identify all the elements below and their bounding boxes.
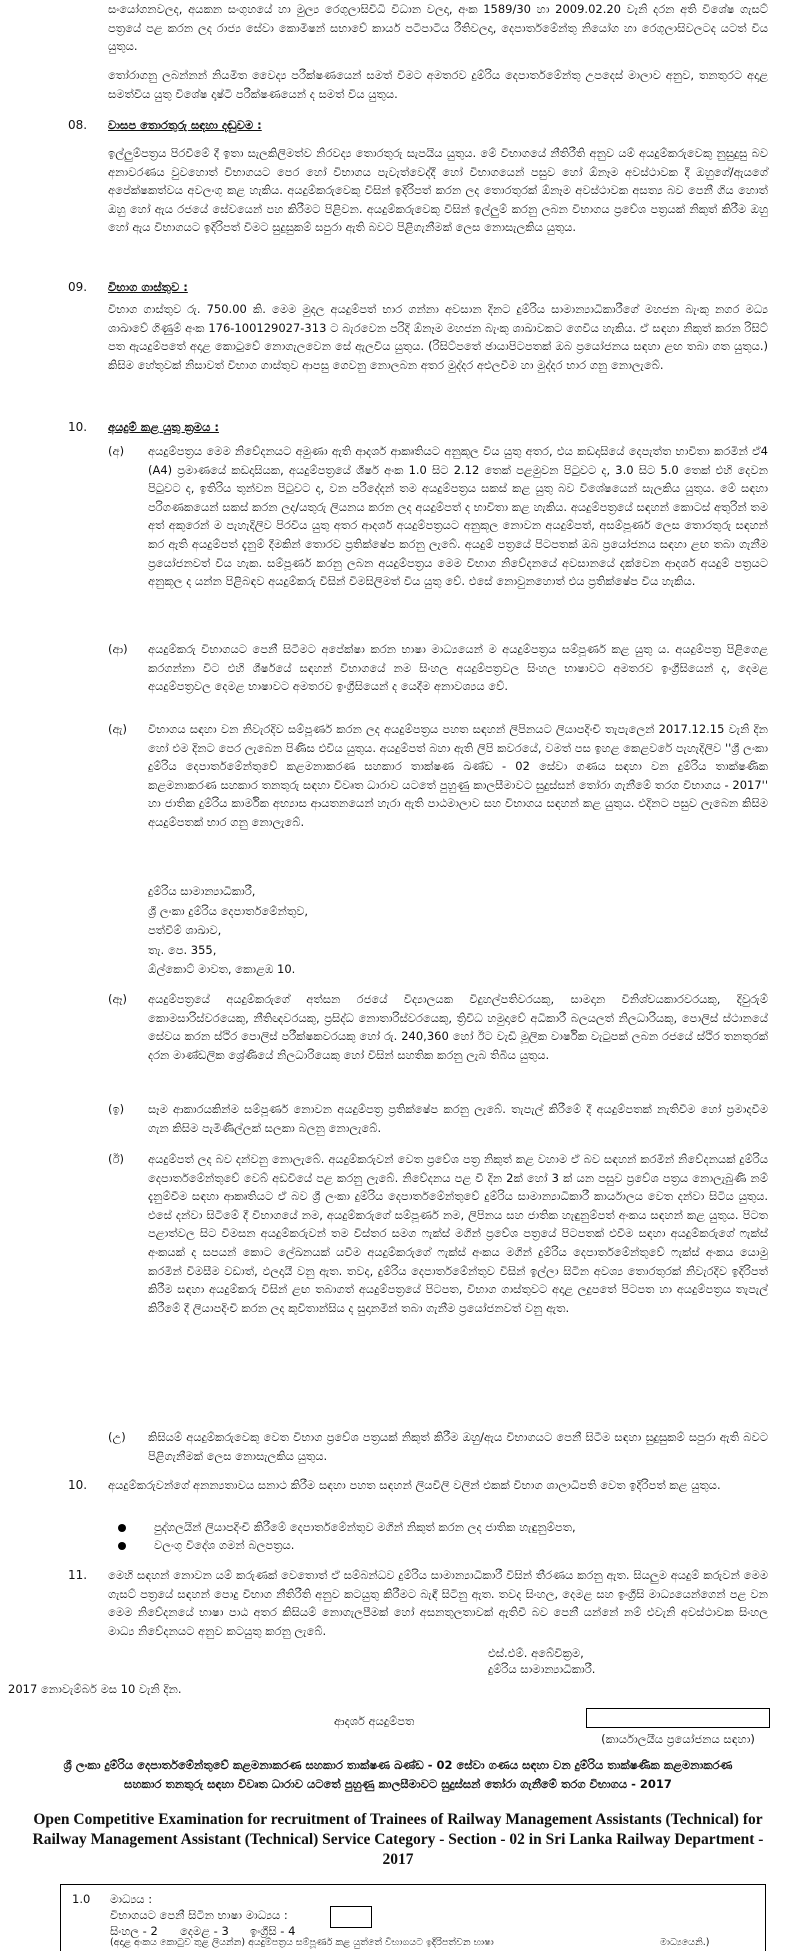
section-08-title: වාසප තොරතුරු සඳහා දඬුවම : — [108, 118, 262, 132]
english-exam-title: Open Competitive Examination for recruitment of Trainees of Railway Management Assistants (Technical) for Railway Management Assistant (Technical) Service Category - Section - 02 in Sri Lanka Railway Department - 2017 — [32, 1811, 764, 1868]
intro-paragraph-2: තෝරාගනු ලබන්නන් නියමිත වෛද්‍ය පරීක්ෂණයෙන් සමත් විමට අමතරව දුම්රිය දෙපාර්තමේන්තු උපදෙස් මාලාව අනුව, තනතුරට අදාළ සමත්විය යුතු විශේෂ දෘෂ්ටි පරීක්ෂණයෙන් ද සමත් විය යුතුය. — [108, 68, 768, 101]
identity-doc-bullet-1 — [118, 1518, 576, 1536]
section-10-aa-text: අයදුම්කරු විභාගයට පෙනී සිටීමට අපේක්ෂා කරන භාෂා මාධ්‍යයෙන් ම අයදුම්පත්‍රය සම්පූර්ණ කළ යුතු ය. අයදුම්පත්‍ර පිළිගෙළ කරගන්නා විට එහි ශීර්ෂයේ සඳහන් විභාගයේ නම සිංහල අයදුම්පත්‍රවල සිංහල භාෂාවට අමතරව ඉංග්‍රීසියෙන් ද, දෙමළ අයදුම්පත්‍රවල දෙමළ භාෂාවට අමතරව ඉංග්‍රීසියෙන් ද යෙදීම අනාවශ්‍යය වේ. — [148, 642, 768, 694]
section-09-title: විභාග ගාස්තුව : — [108, 280, 188, 294]
address-line: පත්වීම් ශාඛාව, — [148, 923, 222, 937]
section-10-a-label: (අ) — [108, 444, 125, 458]
section-10-u-label: (උ) — [108, 1430, 126, 1444]
intro-paragraph-1: සංයෝගනවලද, අයකන සංගුහයේ හා මුල්‍ය රෙගුලාසිවිධි විධාන වලදා, අංක 1589/30 හා 2009.02.20 වැනි දරන අති විශේෂ ගැසට් පත්‍රයේ පළ කරන ලද රාජ්‍ය සේවා කොමිෂන් සභාවේ කාර්ය පටිපාටිය රීතිවලදා, දෙපාර්තමේන්තු නියෝග හා රෙගුලාසිවලටද යටත් විය යුතුය. — [108, 2, 768, 54]
identity-doc-bullet-2 — [118, 1536, 294, 1554]
office-use-label: (කාර්යාලයීය ප්‍රයෝජනය සඳහා) — [601, 1732, 755, 1746]
section-10-ai-text: අයදුම්පත්‍රයේ අයදුම්කරුගේ අත්සන රජයේ විද්‍යාලයක විදුහල්පතිවරයකු, සාමදාන විනිශ්චයකාරවරයකු, දිවුරුම් කොමසාරිස්වරයෙකු, නීතිඥවරයකු, ප්‍රසිද්ධ නොතාරිස්වරයෙකු, ත්‍රිවිධ හමුදාවේ අධිකාරී බලයලත් නිලධාරියකු, පොලිස් ස්ථානයේ සේවය කරන ස්ථිර පොලිස් පරීක්ෂකවරයකු හෝ රු. 240,360 හෝ ඊට වැඩි මූලික වාර්ෂික වැටුපක් ලබන රජයේ ස්ථිර තනතුරක් දරන මාණ්ඩලික ශ්‍රේණියේ නිලධාරියෙකු හෝ විසින් සහතික කරනු ලැබ තිබිය යුතුය. — [148, 992, 768, 1062]
form-field-number: 1.0 — [72, 1892, 91, 1906]
date-line: 2017 නොවැම්බර් මස 10 වැනි දින. — [8, 1682, 182, 1696]
medium-note-line-1: (අදාළ අංකය කොටුව තුළ ලියන්න) අයදුම්පත්‍රය සම්පූර්ණ කළ යුත්තේ විභාගයට ඉදිරිපත්වන භාෂා — [110, 1937, 494, 1948]
section-10-ii-label: (ඊ) — [108, 1152, 125, 1166]
office-use-box — [586, 1708, 770, 1728]
section-09-text: විභාග ගාස්තුව රු. 750.00 කි. මෙම මුදල අයදුම්පත් භාර ගන්නා අවසාන දිනට දුම්රිය සාමාන්‍යාධිකාරීගේ මහජන බැංකු නගර මධ්‍ය ශාඛාවේ ගිණුම් අංක 176-100129027-313 ට බැරවෙන පරිදි ඕනෑම මහජන බැංකු ශාඛාවකට ගෙවිය හැකිය. ඒ සඳහා නිකුත් කරන රිසිට් පත ඇයදුම්පතේ අදාළ කොටුවේ නොගැලවෙන සේ ඇලවිය යුතුය. (රිසිට්පතේ ඡායාපිටපතක් ඔබ ප්‍රයෝජනය සඳහා ළඟ තබා ගත යුතුය.) කිසිම හේතුවක් නිසාවත් විභාග ගාස්තුව ආපසු ගෙවනු නොලබන අතර මුද්දර අඑලවීම හා මුද්දර භාර ගනු නොලැබේ. — [108, 302, 768, 372]
address-line: තැ. පෙ. 355, — [148, 942, 217, 957]
medium-option-tamil: දෙමළ - 3 — [180, 1924, 229, 1938]
medium-option-sinhala: සිංහල - 2 — [110, 1924, 158, 1938]
signature-name: එස්.එම්. අබේවික්‍රම, — [488, 1646, 584, 1660]
address-line: දුම්රිය සාමාන්‍යාධිකාරී, — [148, 884, 256, 898]
section-10-title: අයදුම් කළ යුතු ක්‍රමය : — [108, 420, 219, 434]
sinhala-exam-title: ශ්‍රී ලංකා දුම්රිය දෙපාර්තමේන්තුවේ කළමනාකරණ සහකාර තාක්ෂණ ඛණ්ඩ - 02 සේවා ගණය සඳහා වන දුම්රිය තාක්ෂණික කළමනාකරණ සහකාර තනතුරු සඳහා විවෘත ධාරාව යටතේ පුහුණු කාලසීමාවට සුදුස්සන් තෝරා ගැනීමේ තරග විභාගය - 2017 — [63, 1758, 733, 1791]
section-08-number: 08. — [68, 118, 88, 132]
signature-title: දුම්රිය සාමාන්‍යාධිකාරී. — [488, 1662, 596, 1676]
medium-entry-box[interactable] — [330, 1906, 372, 1928]
section-10-ae-label: (ඇ) — [108, 722, 127, 736]
medium-note-line-2: මාධ්‍යයෙනි.) — [660, 1937, 710, 1948]
medium-sub-label: විභාගයට පෙනී සිටින භාෂා මාධ්‍යය : — [110, 1908, 288, 1922]
bullet-text: වලංගු විදේශ ගමන් බලපත්‍රය. — [154, 1538, 295, 1552]
bullet-text: පුද්ගලයින් ලියාපදිංචි කිරීමේ දෙපාර්තමේන්තුව මගින් නිකුත් කරන ලද ජාතික හැඳුනුම්පත, — [154, 1520, 576, 1534]
section-10b-number: 10. — [68, 1478, 88, 1492]
section-10-ii-text: අයදුම්පත් ලද බව දන්වනු නොලැබේ. අයදුම්කරුවන් වෙත ප්‍රවේශ පත්‍ර නිකුත් කළ වහාම ඒ බව සඳහන් කරමින් නිවේදනයක් දුම්රිය දෙපාර්තමේන්තුවේ වෙබ් අඩවියේ පළ කරනු ලැබේ. නිවේදනය පළ වී දින 2ක් හෝ 3 ක් යන පසුව ප්‍රවේශ පත්‍රය නොලැබුණි නම් දැනුම්වීම සඳහා ආකෘතියට ඒ බව ශ්‍රී ලංකා දුම්රිය දෙපාර්තමේන්තුවේ දුම්රිය සාමාන්‍යාධිකාරී කාර්යාලය වෙත දන්වා සිටිය යුතුය. එසේ දන්වා සිටිමේ දී විභාගයේ නම, අයදුම්කරුගේ සම්පූර්ණ නම, ලිපිනය සහ ජාතික හැඳුනුම්පත් අංකය සඳහන් කළ යුතුය. පිටත පළාත්වල සිට විමසන අයදුම්කරුවන් තම විස්තර සමග ෆැක්ස් මගින් ප්‍රවේශ පත්‍රයේ පිටපතක් එවීම සඳහා අයදුම්කරුගේ ෆැක්ස් අංකයක් ද සපයන් කොට ලේඛනයක් යවීම අයදුම්කරුගේ ෆැක්ස් අංකය මගින් දුම්රිය දෙපාර්තමේන්තුවේ ෆැක්ස් අංකය යොමු කරමින් විමසීම වඩාත්, ඵලදායී වනු ඇත. තවද, දුම්රිය දෙපාර්තමේන්තුව විසින් ඉල්ලා සිටින අවශ්‍ය තොරතුරක් නිවැරදිව ඉදිරිපත් කිරීම සඳහා අයදුම්කරු විසින් ළඟ තබාගත් අයදුම්පත්‍රයේ පිටපත, විභාග ගාස්තුවට අදාළ ලදුපතේ පිටපත හා අයදුම්පත්‍රය තැපැල් කිරීමේ දී ලියාපදිංචි කරන ලද කුවිතාන්සිය ද සුදානමින් තබා ගැනීම ප්‍රයෝජනවත් වනු ඇත. — [148, 1152, 768, 1315]
section-10-i-text: සෑම ආකාරයකින්ම සම්පූර්ණ නොවන අයදුම්පත්‍ර ප්‍රතික්ෂේප කරනු ලැබේ. තැපැල් කිරීමේ දී අයදුම්පතක් නැතිවීම හෝ ප්‍රමාදවීම ගැන කිසිම පැමිණිල්ලක් සලකා බලනු නොලැබේ. — [148, 1102, 768, 1135]
section-10-a-text: අයදුම්පත්‍රය මෙම නිවේදනයට අමුණා ඇති ආදර්ශ ආකෘතියට අනුකූල විය යුතු අතර, එය කඩදාසියේ දෙපැත්ත භාවිතා කරමින් ඒ4 (A4) ප්‍රමාණයේ කඩදාසියක, අයදුම්පත්‍රයේ ශීර්ෂ අංක 1.0 සිට 2.12 තෙක් පළමුවන පිටුවට ද, 3.0 සිට 5.0 තෙක් එහි දෙවන පිටුවට ද, ඉතිරිය තුන්වන පිටුවට ද, වන පරිදේදන් තම අයදුම්පත්‍රය සකස් කළ යුතු බව විශේෂයෙන් සැලකිය යුතුය. මේ සඳහා පරිගණකයෙන් සකස් කරන ලද/යතුරු ලියනය කරන ලද අයදුම්පත් ද භාවිතා කළ හැකිය. අයදුම්පත්‍රයේ සඳහන් කොටස් අතුරින් තම අත් අකුරෙන් ම පැහැදිලිව පිරවිය යුතු අතර ආදර්ශ අයදුම්පත්‍රයට අනුකූල නොවන අයදුම්පත්, අසම්පූර්ණ ලෙස තොරතුරු සඳහන් කර ඇති අයදුම්පත් දැනුම් දීමකින් තොරව ප්‍රතික්ෂේප කරනු ලැබේ. අයදුම් පත්‍රයේ පිටපතක් ඔබ ප්‍රයෝජනය සඳහා ළඟ තබා ගැනීම ප්‍රයෝජනවත් විය හැක. සම්පූර්ණ කරනු ලබන අයදුම්පත්‍රය මෙම විභාග නිවේදනයේ අවසානයේ දක්වෙන ආදර්ශ අයදුම් පත්‍රයට අනුකූල ද යන්න පිළිබඳව අයදුම්කරු විසින් විමසිලිමත් විය යුතු වේ. එසේ නොවුනහොත් එය ප්‍රතික්ෂේප විය හැකිය. — [148, 444, 768, 589]
section-10-number: 10. — [68, 420, 88, 434]
section-08-text: ඉල්ලුම්පත්‍රය පිරවීමේ දී ඉතා සැලකිලිමත්ව නිරවද්‍ය තොරතුරු සැපයිය යුතුය. මේ විභාගයේ නීතිරීති අනුව යම් අයදුම්කරුවෙකු නුසුදුසු බව අනාවරණය වුවහොත් විභාගයට පෙර හෝ විභාගය පැවැත්වෙද්දී හෝ විභාගයෙන් පසුව හෝ ඕනෑම අවස්ථාවක දී ඔහුගේ/ඇයගේ අපේක්ෂකත්වය අවලංගු කළ හැකිය. අයදුම්කරුවෙකු විසින් ඉදිරිපත් කරන ලද තොරතුරක් ඕනෑම අවස්ථාවක අසත්‍ය බව පෙනී ගිය හොත් ඔහු හෝ ඇය රජයේ සේවයෙන් පහ කිරීමට පිළිවන. අයදුම්කරුවෙකු විසින් ඉල්ලුම් කරනු ලබන විභාගය ප්‍රවේශ පත්‍රයක් නිකුත් කිරීම ඔහු හෝ ඇය විභාගයට ඉදිරිපත් විමට සුදුසුකම් සපුරා ඇති බවට පිළිගැනීමක් ලෙස නොසැලකිය යුතුය. — [108, 146, 768, 235]
section-10-u-text: කිසියම් අයදුම්කරුවෙකු වෙත විභාග ප්‍රවේශ පත්‍රයක් නිකුත් කිරීම ඔහු/ඇය විභාගයට පෙනී සිටීම සඳහා සුදුසුකම් සපුරා ඇති බවට පිළිගැනීමක් ලෙස නොසැලකිය යුතුය. — [148, 1430, 768, 1463]
section-09-number: 09. — [68, 280, 88, 294]
bullet-icon — [118, 1542, 126, 1550]
address-line: ඕල්කොට් මාවත, කොළඹ 10. — [148, 962, 296, 976]
medium-option-english: ඉංග්‍රීසි - 4 — [250, 1924, 296, 1938]
medium-label: මාධ්‍යය : — [110, 1892, 153, 1906]
model-application-label: ආදර්ශ අයදුම්පත — [334, 1714, 415, 1728]
section-10b-text: අයදුම්කරුවන්ගේ අනන්‍යතාවය සනාථ කිරීම සඳහා පහත සඳහන් ලියවිලි වලින් එකක් විභාග ශාලාධිපති වෙත ඉදිරිපත් කළ යුතුය. — [108, 1478, 721, 1492]
section-10-ai-label: (ඈ) — [108, 992, 127, 1006]
address-line: ශ්‍රී ලංකා දුම්රිය දෙපාර්තමේන්තුව, — [148, 903, 309, 918]
section-10-i-label: (ඉ) — [108, 1102, 125, 1116]
section-10-aa-label: (ආ) — [108, 642, 128, 656]
mailing-address — [148, 882, 308, 980]
section-11-text: මෙහි සඳහන් නොවන යම් කරුණක් වෙතොත් ඒ සම්බන්ධව දුම්රිය සාමාන්‍යාධිකාරී විසින් තීරණය කරනු ඇත. සියලුම අයදුම් කරුවන් මෙම ගැසට් පත්‍රයේ සඳහන් පොදු විභාග නීතිරීති අනුව කටයුතු කිරීමට බැඳී සිටිනු ඇත. තවද සිංහල, දෙමළ සහ ඉංග්‍රීසි මාධ්‍යයෙන්ගෙන් පළ වන මෙම නිවේදනයේ භාෂා පාඨ අතර කිසියම් නොගැලපීමක් හෝ අසනතුලතාවක් ඇතිවී බව පෙනී යන්නේ නම් එවැනි අවස්ථාවක සිංහල මාධ්‍ය නිවේදනයට අනුව කටයුතු කරනු ලැබේ. — [108, 1568, 768, 1638]
section-10-ae-text: විභාගය සඳහා වන නිවැරදිව සම්පූර්ණ කරන ලද අයදුම්පත්‍රය පහත සඳහන් ලිපිනයට ලියාපදිංචි තැපැලෙන් 2017.12.15 වැනි දින හෝ එම දිනට පෙර ලැබෙන පිණිස එවිය යුතුය. අයදුම්පත් බහා ඇති ලිපි කවරයේ, වමත් පස ඉහළ කෙළවරේ පැහැදිලිව ''ශ්‍රී ලංකා දුම්රිය දෙපාර්තමේන්තුවේ කළමනාකරණ සහකාර තාක්ෂණ ඛණ්ඩ - 02 සේවා ගණය සඳහා වන දුම්රිය තාක්ෂණික කළමනාකරණ සහකාර තනතුරු සඳහා විවෘත ධාරාව යටතේ පුහුණු කාලසීමාවට සුදුස්සන් තෝරා ගැනීමේ තරග විභාගය - 2017'' හා ජාතික දුම්රිය කාර්මික අභ්‍යාස ආයතනයෙන් හැරා ඇති පාඨමාලාව සහ විභාගය සඳහන් කළ යුතුය. එදිනට පසුව ලැබෙන කිසිම අයදුම්පතක් භාර ගනු නොලැබේ. — [148, 722, 768, 829]
bullet-icon — [118, 1524, 126, 1532]
section-11-number: 11. — [68, 1568, 88, 1582]
